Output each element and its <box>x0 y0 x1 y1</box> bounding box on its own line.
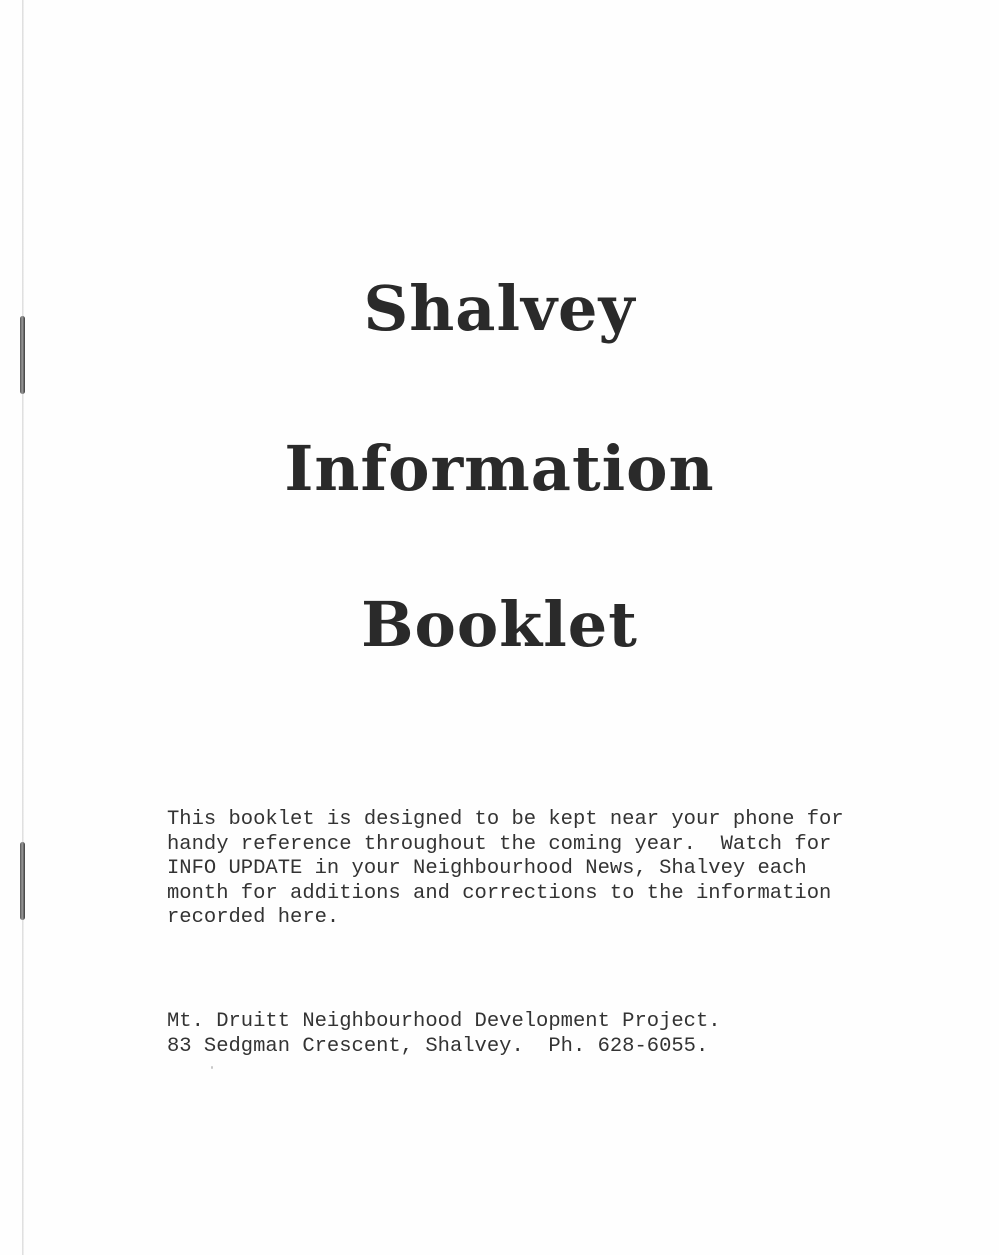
intro-line: This booklet is designed to be kept near your phone for <box>167 808 844 831</box>
contact-street-phone: 83 Sedgman Crescent, Shalvey. Ph. 628-6055. <box>167 1034 709 1058</box>
intro-line: month for additions and corrections to the information <box>167 881 832 905</box>
intro-line: handy reference throughout the coming year. Watch for <box>167 832 832 856</box>
intro-paragraph <box>167 808 887 931</box>
title-line-shalvey: Shalvey <box>363 272 636 345</box>
contact-organisation: Mt. Druitt Neighbourhood Development Project. <box>167 1010 721 1033</box>
title-line-information: Information <box>284 432 715 505</box>
staple-bottom <box>20 842 25 920</box>
paper-speck <box>211 1066 213 1069</box>
intro-line: recorded here. <box>167 906 340 929</box>
contact-address <box>167 1010 887 1059</box>
intro-line: INFO UPDATE in your Neighbourhood News, Shalvey each <box>167 857 807 880</box>
title-line-booklet: Booklet <box>361 588 638 661</box>
